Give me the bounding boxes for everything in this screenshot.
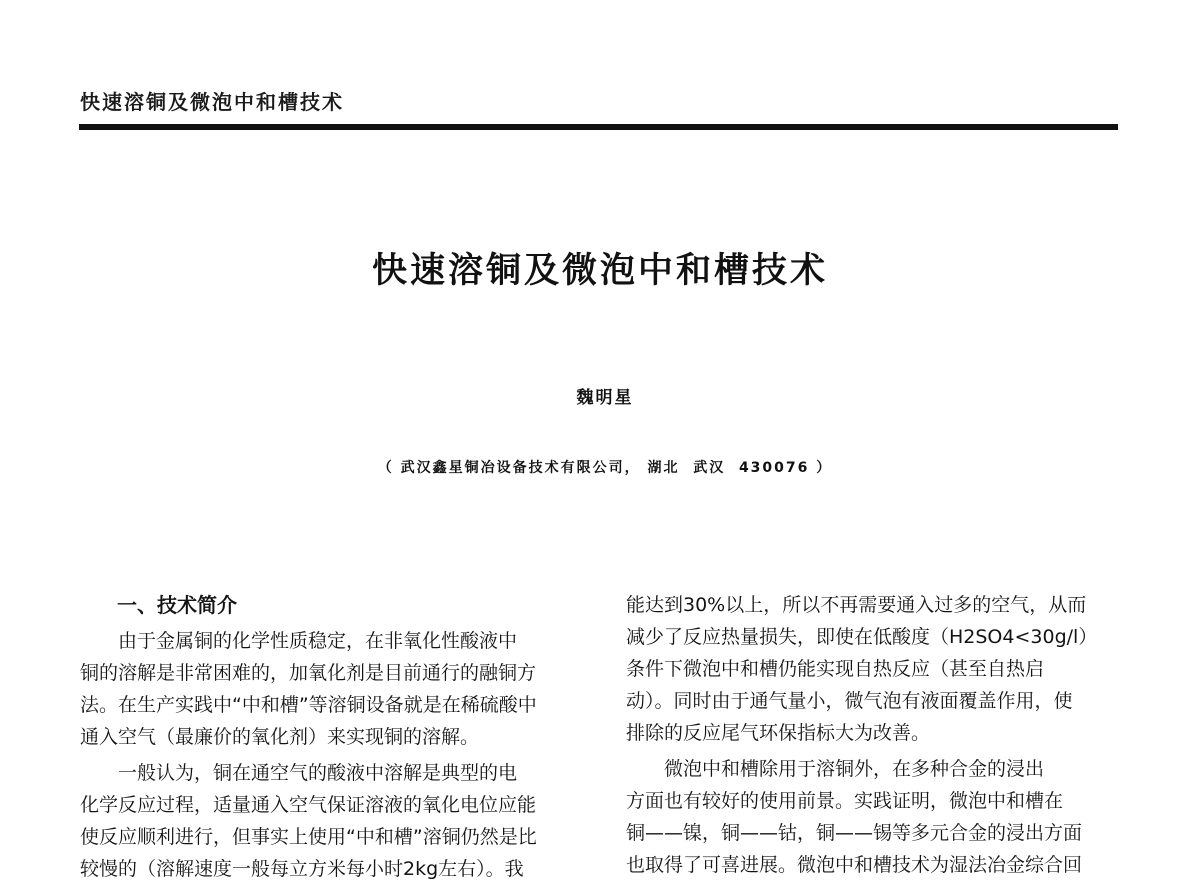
text-line: 排除的反应尾气环保指标大为改善。 xyxy=(626,722,931,744)
text-line: 一般认为，铜在通空气的酸液中溶解是典型的电 xyxy=(118,762,518,784)
author-affiliation: （ 武汉鑫星铜冶设备技术有限公司， 湖北 武汉 430076 ） xyxy=(377,460,833,476)
text-line: 通入空气（最廉价的氧化剂）来实现铜的溶解。 xyxy=(80,726,480,748)
paragraph xyxy=(626,753,1120,881)
right-column xyxy=(626,589,1120,881)
text-line: 使反应顺利进行，但事实上使用“中和槽”溶铜仍然是比 xyxy=(80,826,537,848)
paragraph xyxy=(80,757,570,885)
paragraph xyxy=(80,625,570,753)
left-column xyxy=(80,589,570,885)
text-line: 动）。同时由于通气量小，微气泡有液面覆盖作用，使 xyxy=(626,690,1073,712)
text-line: 能达到30%以上，所以不再需要通入过多的空气，从而 xyxy=(626,594,1087,616)
header-rule xyxy=(79,124,1118,130)
text-line: 条件下微泡中和槽仍能实现自热反应（甚至自热启 xyxy=(626,658,1045,680)
text-line: 减少了反应热量损失，即使在低酸度（H2SO4<30g/l） xyxy=(626,626,1098,648)
text-line: 微泡中和槽除用于溶铜外，在多种合金的浸出 xyxy=(664,758,1045,780)
text-line: 法。在生产实践中“中和槽”等溶铜设备就是在稀硫酸中 xyxy=(80,694,537,716)
article-title: 快速溶铜及微泡中和槽技术 xyxy=(371,251,828,291)
section-heading: 一、技术简介 xyxy=(117,593,237,617)
running-header: 快速溶铜及微泡中和槽技术 xyxy=(80,90,344,114)
text-line: 铜——镍，铜——钴，铜——锡等多元合金的浸出方面 xyxy=(626,822,1083,844)
author-name: 魏明星 xyxy=(576,388,634,408)
text-line: 也取得了可喜进展。微泡中和槽技术为湿法冶金综合回 xyxy=(626,854,1083,876)
paragraph xyxy=(626,589,1120,749)
text-line: 方面也有较好的使用前景。实践证明，微泡中和槽在 xyxy=(626,790,1064,812)
text-line: 化学反应过程，适量通入空气保证溶液的氧化电位应能 xyxy=(80,794,537,816)
text-line: 较慢的（溶解速度一般每立方米每小时2kg左右）。我 xyxy=(80,858,524,880)
text-line: 由于金属铜的化学性质稳定，在非氧化性酸液中 xyxy=(118,630,518,652)
text-line: 铜的溶解是非常困难的，加氧化剂是目前通行的融铜方 xyxy=(80,662,537,684)
